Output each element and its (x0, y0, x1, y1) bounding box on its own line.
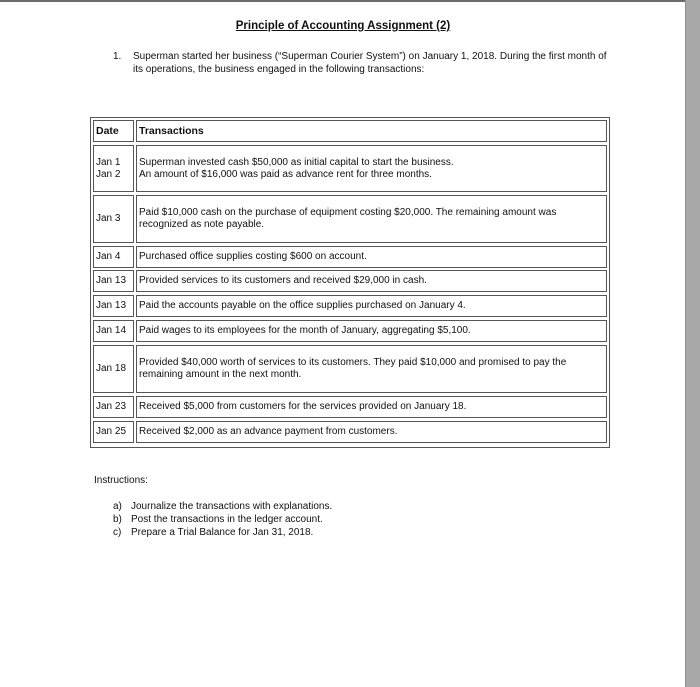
list-text: Journalize the transactions with explanations. (131, 501, 333, 512)
table-row-date: Jan 23 (93, 396, 134, 418)
list-letter: c) (113, 527, 122, 538)
date-text: Jan 1 (96, 156, 121, 168)
table-row-transaction: Purchased office supplies costing $600 on account. (136, 246, 607, 268)
table-row-transaction: Received $5,000 from customers for the services provided on January 18. (136, 396, 607, 418)
date-text: Jan 2 (96, 168, 121, 180)
list-text: Prepare a Trial Balance for Jan 31, 2018. (131, 527, 314, 538)
table-row-transaction: Received $2,000 as an advance payment from customers. (136, 421, 607, 443)
table-row-date: Jan 13 (93, 295, 134, 317)
table-row-transaction: Provided services to its customers and received $29,000 in cash. (136, 270, 607, 292)
table-row-date (93, 145, 134, 192)
page-title: Principle of Accounting Assignment (2) (235, 20, 451, 32)
table-row-transaction: Paid wages to its employees for the month of January, aggregating $5,100. (136, 320, 607, 342)
table-row-transaction: Paid the accounts payable on the office supplies purchased on January 4. (136, 295, 607, 317)
question-number: 1. (113, 51, 122, 62)
scrollbar[interactable] (685, 0, 700, 687)
list-text: Post the transactions in the ledger account. (131, 514, 323, 525)
table-row-date: Jan 4 (93, 246, 134, 268)
table-row-date: Jan 25 (93, 421, 134, 443)
transaction-text: Superman invested cash $50,000 as initial capital to start the business. (139, 156, 454, 168)
table-row-date: Jan 13 (93, 270, 134, 292)
list-letter: a) (113, 501, 122, 512)
table-row-transaction: Provided $40,000 worth of services to its customers. They paid $10,000 and promised to pay the remaining amount in the next month. (136, 345, 607, 393)
table-row-transaction (136, 145, 607, 192)
question-text: Superman started her business (“Superman Courier System”) on January 1, 2018. During the first month of its operations, the business engaged in the following transactions: (133, 51, 607, 75)
top-border (0, 0, 700, 2)
header-transactions: Transactions (136, 120, 607, 142)
instructions-heading: Instructions: (94, 475, 148, 486)
table-row-transaction: Paid $10,000 cash on the purchase of equipment costing $20,000. The remaining amount was recognized as note payable. (136, 195, 607, 243)
table-row-date: Jan 3 (93, 195, 134, 243)
header-date: Date (93, 120, 134, 142)
transaction-text: An amount of $16,000 was paid as advance rent for three months. (139, 168, 432, 180)
list-letter: b) (113, 514, 122, 525)
table-row-date: Jan 14 (93, 320, 134, 342)
transactions-table (90, 117, 610, 448)
table-row-date: Jan 18 (93, 345, 134, 393)
